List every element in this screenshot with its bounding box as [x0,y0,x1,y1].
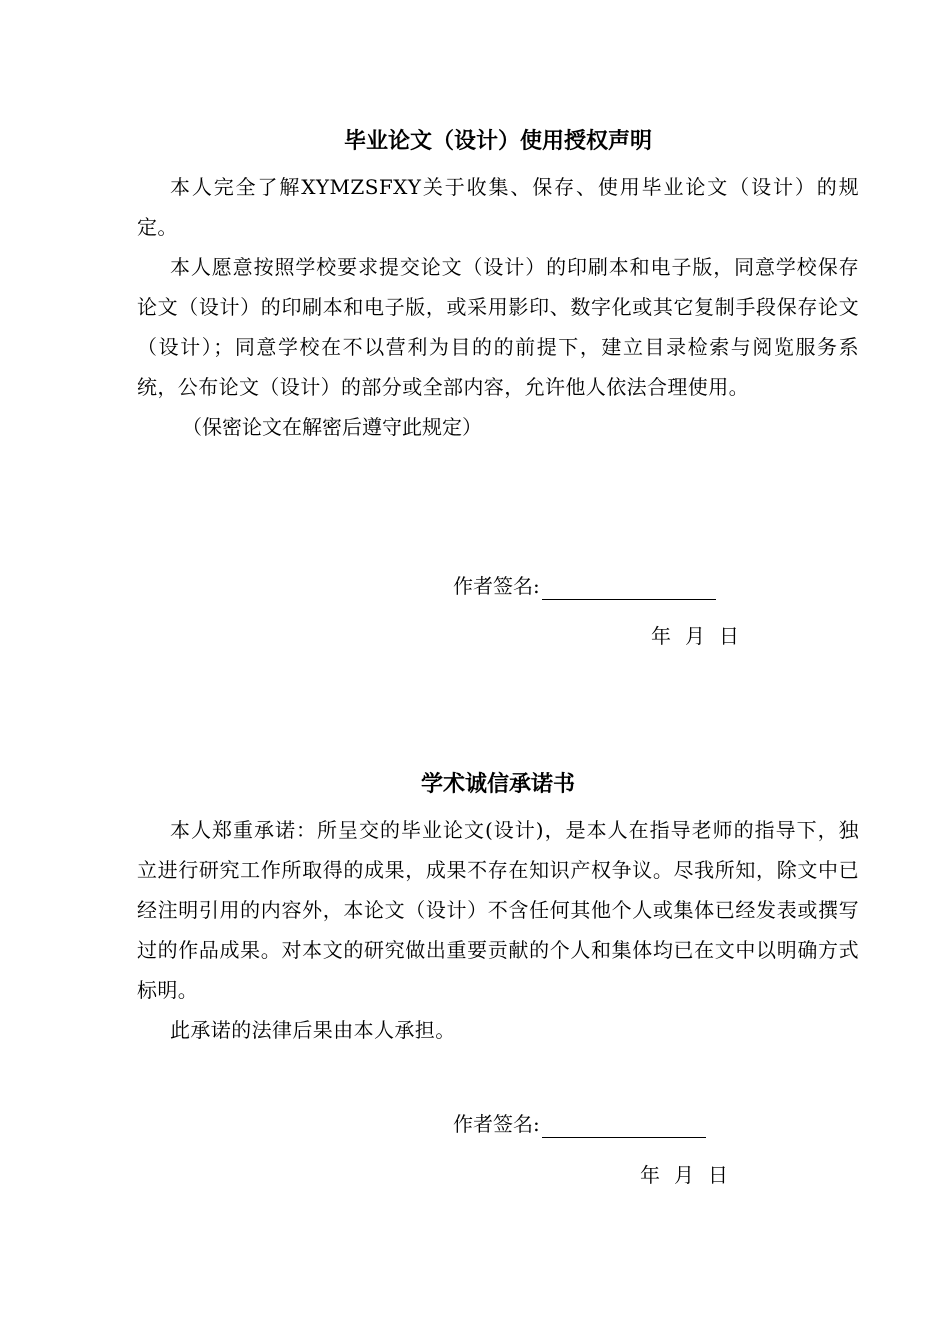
integrity-title: 学术诚信承诺书 [420,772,575,797]
date-year-label: 年 [640,1163,660,1187]
confidential-note: （保密论文在解密后遵守此规定） [182,415,482,439]
authorization-date [651,622,739,650]
authorization-section [137,127,859,157]
signature-line [542,577,716,600]
authorization-paragraph-1: 本人完全了解XYMZSFXY关于收集、保存、使用毕业论文（设计）的规定。 [137,175,859,239]
signature-line [542,1115,706,1138]
authorization-body [137,167,859,447]
signature-label: 作者签名: [453,1112,540,1136]
integrity-signature [453,1110,706,1138]
date-month-label: 月 [674,1163,694,1187]
date-year-label: 年 [651,624,671,648]
integrity-body [137,810,859,1050]
integrity-section [137,770,859,800]
authorization-signature [453,572,716,600]
date-day-label: 日 [719,624,739,648]
date-day-label: 日 [708,1163,728,1187]
integrity-paragraph-1: 本人郑重承诺：所呈交的毕业论文(设计)，是本人在指导老师的指导下，独立进行研究工作所取得的成果，成果不存在知识产权争议。尽我所知，除文中已经注明引用的内容外，本论文（设计）不含任何其他个人或集体已经发表或撰写过的作品成果。对本文的研究做出重要贡献的个人和集体均已在文中以明确方式标明。 [137,818,859,1002]
authorization-paragraph-2: 本人愿意按照学校要求提交论文（设计）的印刷本和电子版，同意学校保存论文（设计）的印刷本和电子版，或采用影印、数字化或其它复制手段保存论文（设计）；同意学校在不以营利为目的的前提下，建立目录检索与阅览服务系统，公布论文（设计）的部分或全部内容，允许他人依法合理使用。 [137,255,859,399]
authorization-title: 毕业论文（设计）使用授权声明 [343,129,652,154]
integrity-date [640,1161,728,1189]
integrity-paragraph-2: 此承诺的法律后果由本人承担。 [170,1018,456,1042]
date-month-label: 月 [685,624,705,648]
signature-label: 作者签名: [453,574,540,598]
